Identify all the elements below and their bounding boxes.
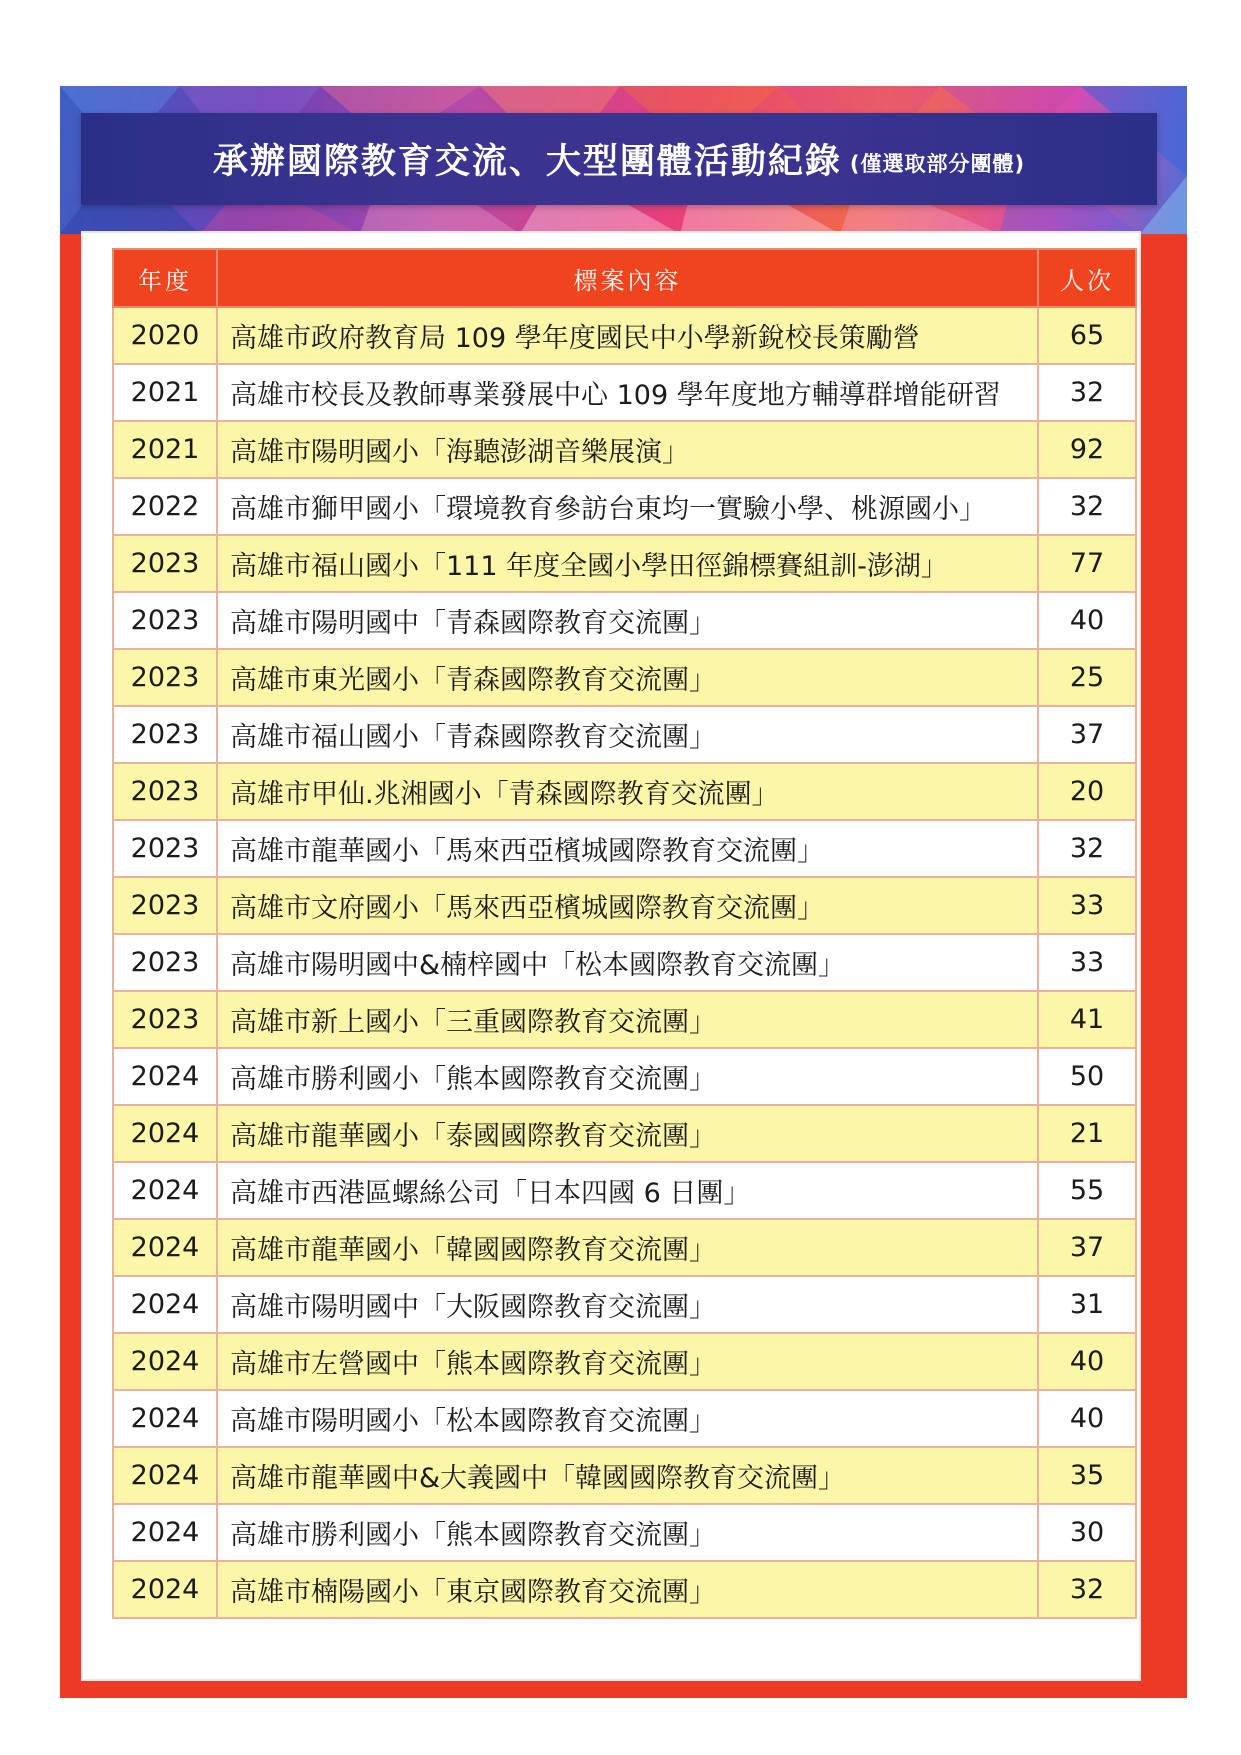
table-row — [113, 1219, 1136, 1276]
row-count: 35 — [1038, 1447, 1136, 1504]
table-header-row — [113, 249, 1136, 307]
table-row — [113, 877, 1136, 934]
row-count: 33 — [1038, 934, 1136, 991]
row-year: 2024 — [113, 1333, 217, 1390]
row-content: 高雄市校長及教師專業發展中心 109 學年度地方輔導群增能研習 — [217, 364, 1038, 421]
row-content: 高雄市陽明國小「海聽澎湖音樂展演」 — [217, 421, 1038, 478]
row-count: 92 — [1038, 421, 1136, 478]
table-row — [113, 592, 1136, 649]
row-year: 2023 — [113, 592, 217, 649]
table-row — [113, 706, 1136, 763]
row-count: 30 — [1038, 1504, 1136, 1561]
table-row — [113, 535, 1136, 592]
row-year: 2023 — [113, 535, 217, 592]
row-count: 32 — [1038, 478, 1136, 535]
row-count: 40 — [1038, 1390, 1136, 1447]
row-year: 2021 — [113, 421, 217, 478]
row-content: 高雄市文府國小「馬來西亞檳城國際教育交流團」 — [217, 877, 1038, 934]
row-count: 33 — [1038, 877, 1136, 934]
row-count: 37 — [1038, 1219, 1136, 1276]
row-count: 50 — [1038, 1048, 1136, 1105]
row-count: 41 — [1038, 991, 1136, 1048]
table-row — [113, 1390, 1136, 1447]
row-year: 2024 — [113, 1561, 217, 1618]
row-count: 77 — [1038, 535, 1136, 592]
row-year: 2021 — [113, 364, 217, 421]
row-count: 21 — [1038, 1105, 1136, 1162]
row-content: 高雄市甲仙.兆湘國小「青森國際教育交流團」 — [217, 763, 1038, 820]
row-year: 2023 — [113, 934, 217, 991]
header-content: 標案內容 — [217, 249, 1038, 307]
table-row — [113, 1048, 1136, 1105]
row-count: 65 — [1038, 307, 1136, 364]
row-content: 高雄市龍華國小「韓國國際教育交流團」 — [217, 1219, 1038, 1276]
row-count: 32 — [1038, 820, 1136, 877]
row-content: 高雄市楠陽國小「東京國際教育交流團」 — [217, 1561, 1038, 1618]
row-content: 高雄市陽明國中「大阪國際教育交流團」 — [217, 1276, 1038, 1333]
row-content: 高雄市左營國中「熊本國際教育交流團」 — [217, 1333, 1038, 1390]
row-content: 高雄市勝利國小「熊本國際教育交流團」 — [217, 1504, 1038, 1561]
table-row — [113, 478, 1136, 535]
row-year: 2024 — [113, 1105, 217, 1162]
row-count: 37 — [1038, 706, 1136, 763]
row-year: 2023 — [113, 649, 217, 706]
table-row — [113, 820, 1136, 877]
table-row — [113, 934, 1136, 991]
row-year: 2023 — [113, 820, 217, 877]
row-content: 高雄市龍華國小「馬來西亞檳城國際教育交流團」 — [217, 820, 1038, 877]
header-count: 人次 — [1038, 249, 1136, 307]
title-bar — [81, 113, 1157, 205]
row-count: 20 — [1038, 763, 1136, 820]
row-count: 31 — [1038, 1276, 1136, 1333]
row-content: 高雄市福山國小「青森國際教育交流團」 — [217, 706, 1038, 763]
row-content: 高雄市西港區螺絲公司「日本四國 6 日團」 — [217, 1162, 1038, 1219]
row-year: 2023 — [113, 706, 217, 763]
row-content: 高雄市陽明國小「松本國際教育交流團」 — [217, 1390, 1038, 1447]
table-row — [113, 1333, 1136, 1390]
row-content: 高雄市獅甲國小「環境教育參訪台東均一實驗小學、桃源國小」 — [217, 478, 1038, 535]
row-content: 高雄市勝利國小「熊本國際教育交流團」 — [217, 1048, 1038, 1105]
row-count: 25 — [1038, 649, 1136, 706]
row-year: 2023 — [113, 991, 217, 1048]
page-subtitle: (僅選取部分團體) — [849, 152, 1026, 176]
row-year: 2023 — [113, 877, 217, 934]
row-content: 高雄市政府教育局 109 學年度國民中小學新銳校長策勵營 — [217, 307, 1038, 364]
row-year: 2024 — [113, 1162, 217, 1219]
row-year: 2024 — [113, 1447, 217, 1504]
row-content: 高雄市陽明國中「青森國際教育交流團」 — [217, 592, 1038, 649]
header-year: 年度 — [113, 249, 217, 307]
row-year: 2024 — [113, 1390, 217, 1447]
row-year: 2022 — [113, 478, 217, 535]
row-year: 2024 — [113, 1219, 217, 1276]
records-table — [112, 248, 1137, 1619]
row-year: 2023 — [113, 763, 217, 820]
table-row — [113, 1162, 1136, 1219]
table-row — [113, 1504, 1136, 1561]
row-count: 40 — [1038, 592, 1136, 649]
table-row — [113, 649, 1136, 706]
table-row — [113, 1561, 1136, 1618]
row-year: 2020 — [113, 307, 217, 364]
row-count: 32 — [1038, 1561, 1136, 1618]
table-row — [113, 1276, 1136, 1333]
table-row — [113, 991, 1136, 1048]
row-count: 32 — [1038, 364, 1136, 421]
row-year: 2024 — [113, 1504, 217, 1561]
table-row — [113, 1447, 1136, 1504]
row-content: 高雄市龍華國小「泰國國際教育交流團」 — [217, 1105, 1038, 1162]
table-row — [113, 364, 1136, 421]
page-title: 承辦國際教育交流、大型團體活動紀錄 — [212, 142, 842, 182]
row-year: 2024 — [113, 1276, 217, 1333]
table-row — [113, 307, 1136, 364]
row-content: 高雄市陽明國中&楠梓國中「松本國際教育交流團」 — [217, 934, 1038, 991]
table-row — [113, 763, 1136, 820]
row-content: 高雄市龍華國中&大義國中「韓國國際教育交流團」 — [217, 1447, 1038, 1504]
row-content: 高雄市福山國小「111 年度全國小學田徑錦標賽組訓-澎湖」 — [217, 535, 1038, 592]
row-year: 2024 — [113, 1048, 217, 1105]
table-row — [113, 1105, 1136, 1162]
table-row — [113, 421, 1136, 478]
row-content: 高雄市東光國小「青森國際教育交流團」 — [217, 649, 1038, 706]
row-count: 55 — [1038, 1162, 1136, 1219]
row-content: 高雄市新上國小「三重國際教育交流團」 — [217, 991, 1038, 1048]
row-count: 40 — [1038, 1333, 1136, 1390]
